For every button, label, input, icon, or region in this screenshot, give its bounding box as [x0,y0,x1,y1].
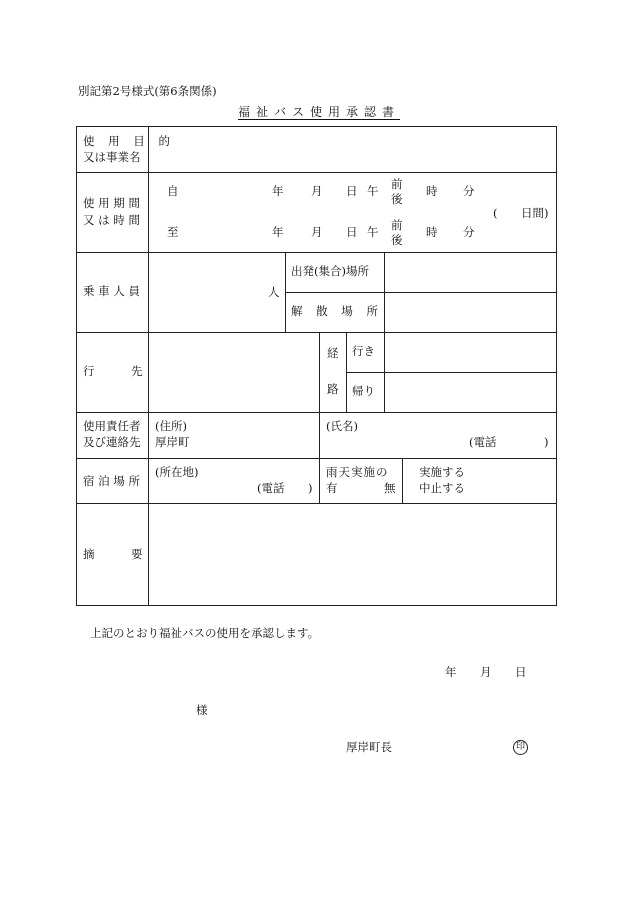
route-sep [346,372,557,373]
from-pm: 後 [391,192,403,206]
summary-label-right: 要 [131,547,143,561]
row-sep-4 [76,412,557,413]
row-sep-2 [76,252,557,253]
name-label: (氏名) [326,419,358,433]
responsible-label-1: 使用責任者 [83,419,141,433]
outbound-label: 行き [352,344,375,358]
purpose-label-1: 使 用 目 的 [83,134,175,148]
address-value: 厚岸町 [155,435,190,449]
to-minute: 分 [463,225,475,239]
rain-option-cancel[interactable]: 中止する [419,481,465,495]
lodging-phone-label: (電話 [257,481,285,495]
lodging-label: 宿 泊 場 所 [83,474,140,488]
to-year: 年 [272,225,284,239]
period-from: 自 [167,184,179,198]
recipient-suffix: 様 [196,703,208,717]
departure-sep [285,292,557,293]
passengers-label: 乗 車 人 員 [83,284,140,298]
to-hour: 時 [426,225,438,239]
route-label-top: 経 [327,346,339,360]
period-label-2: 又 は 時 間 [83,213,140,227]
route-label-bottom: 路 [327,382,339,396]
days-label: 日間) [521,206,549,220]
return-label: 帰り [352,384,375,398]
row-sep-1 [76,172,557,173]
issuer: 厚岸町長 [346,740,392,754]
seal-mark [513,740,528,755]
to-day: 日 [346,225,358,239]
period-label-1: 使 用 期 間 [83,196,140,210]
date-month: 月 [480,665,492,679]
rain-option-run[interactable]: 実施する [419,465,465,479]
summary-label-left: 摘 [83,547,95,561]
from-year: 年 [272,184,284,198]
to-meridiem: 午 [367,225,379,239]
destination-label-left: 行 [83,364,95,378]
route-divider-1 [319,332,320,412]
dismissal-label: 解 散 場 所 [291,304,383,318]
rain-label: 雨天実施の [326,465,389,479]
from-am: 前 [391,177,403,191]
row-sep-6 [76,503,557,504]
period-to: 至 [167,225,179,239]
responsible-divider [319,412,320,458]
approval-statement: 上記のとおり福祉バスの使用を承認します。 [90,626,320,640]
from-meridiem: 午 [367,184,379,198]
row-sep-5 [76,458,557,459]
from-month: 月 [311,184,323,198]
responsible-phone-close: ) [544,435,549,449]
lodging-location-label: (所在地) [155,465,199,479]
from-day: 日 [346,184,358,198]
form-title: 福祉バス使用承認書 [238,105,401,119]
table-border-left [76,126,77,606]
responsible-label-2: 及び連絡先 [83,435,141,449]
purpose-label-2: 又は事業名 [83,150,141,164]
form-number: 別記第2号様式(第6条関係) [78,84,217,98]
table-border-right [556,126,557,606]
address-label: (住所) [155,419,187,433]
destination-label-right: 先 [131,364,143,378]
lodging-divider-2 [402,458,403,503]
passengers-unit: 人 [268,285,280,299]
rain-no: 無 [384,481,396,495]
to-am: 前 [391,218,403,232]
row-sep-3 [76,332,557,333]
to-pm: 後 [391,233,403,247]
lodging-divider-1 [319,458,320,503]
seal-icon: 印 [513,740,528,755]
departure-label: 出発(集合)場所 [291,264,369,278]
date-year: 年 [445,665,457,679]
to-month: 月 [311,225,323,239]
days-open: ( [493,206,498,220]
date-day: 日 [515,665,527,679]
lodging-phone-close: ) [308,481,313,495]
from-minute: 分 [463,184,475,198]
responsible-phone-label: (電話 [469,435,497,449]
rain-yes: 有 [326,481,338,495]
label-column-divider [148,126,149,606]
from-hour: 時 [426,184,438,198]
